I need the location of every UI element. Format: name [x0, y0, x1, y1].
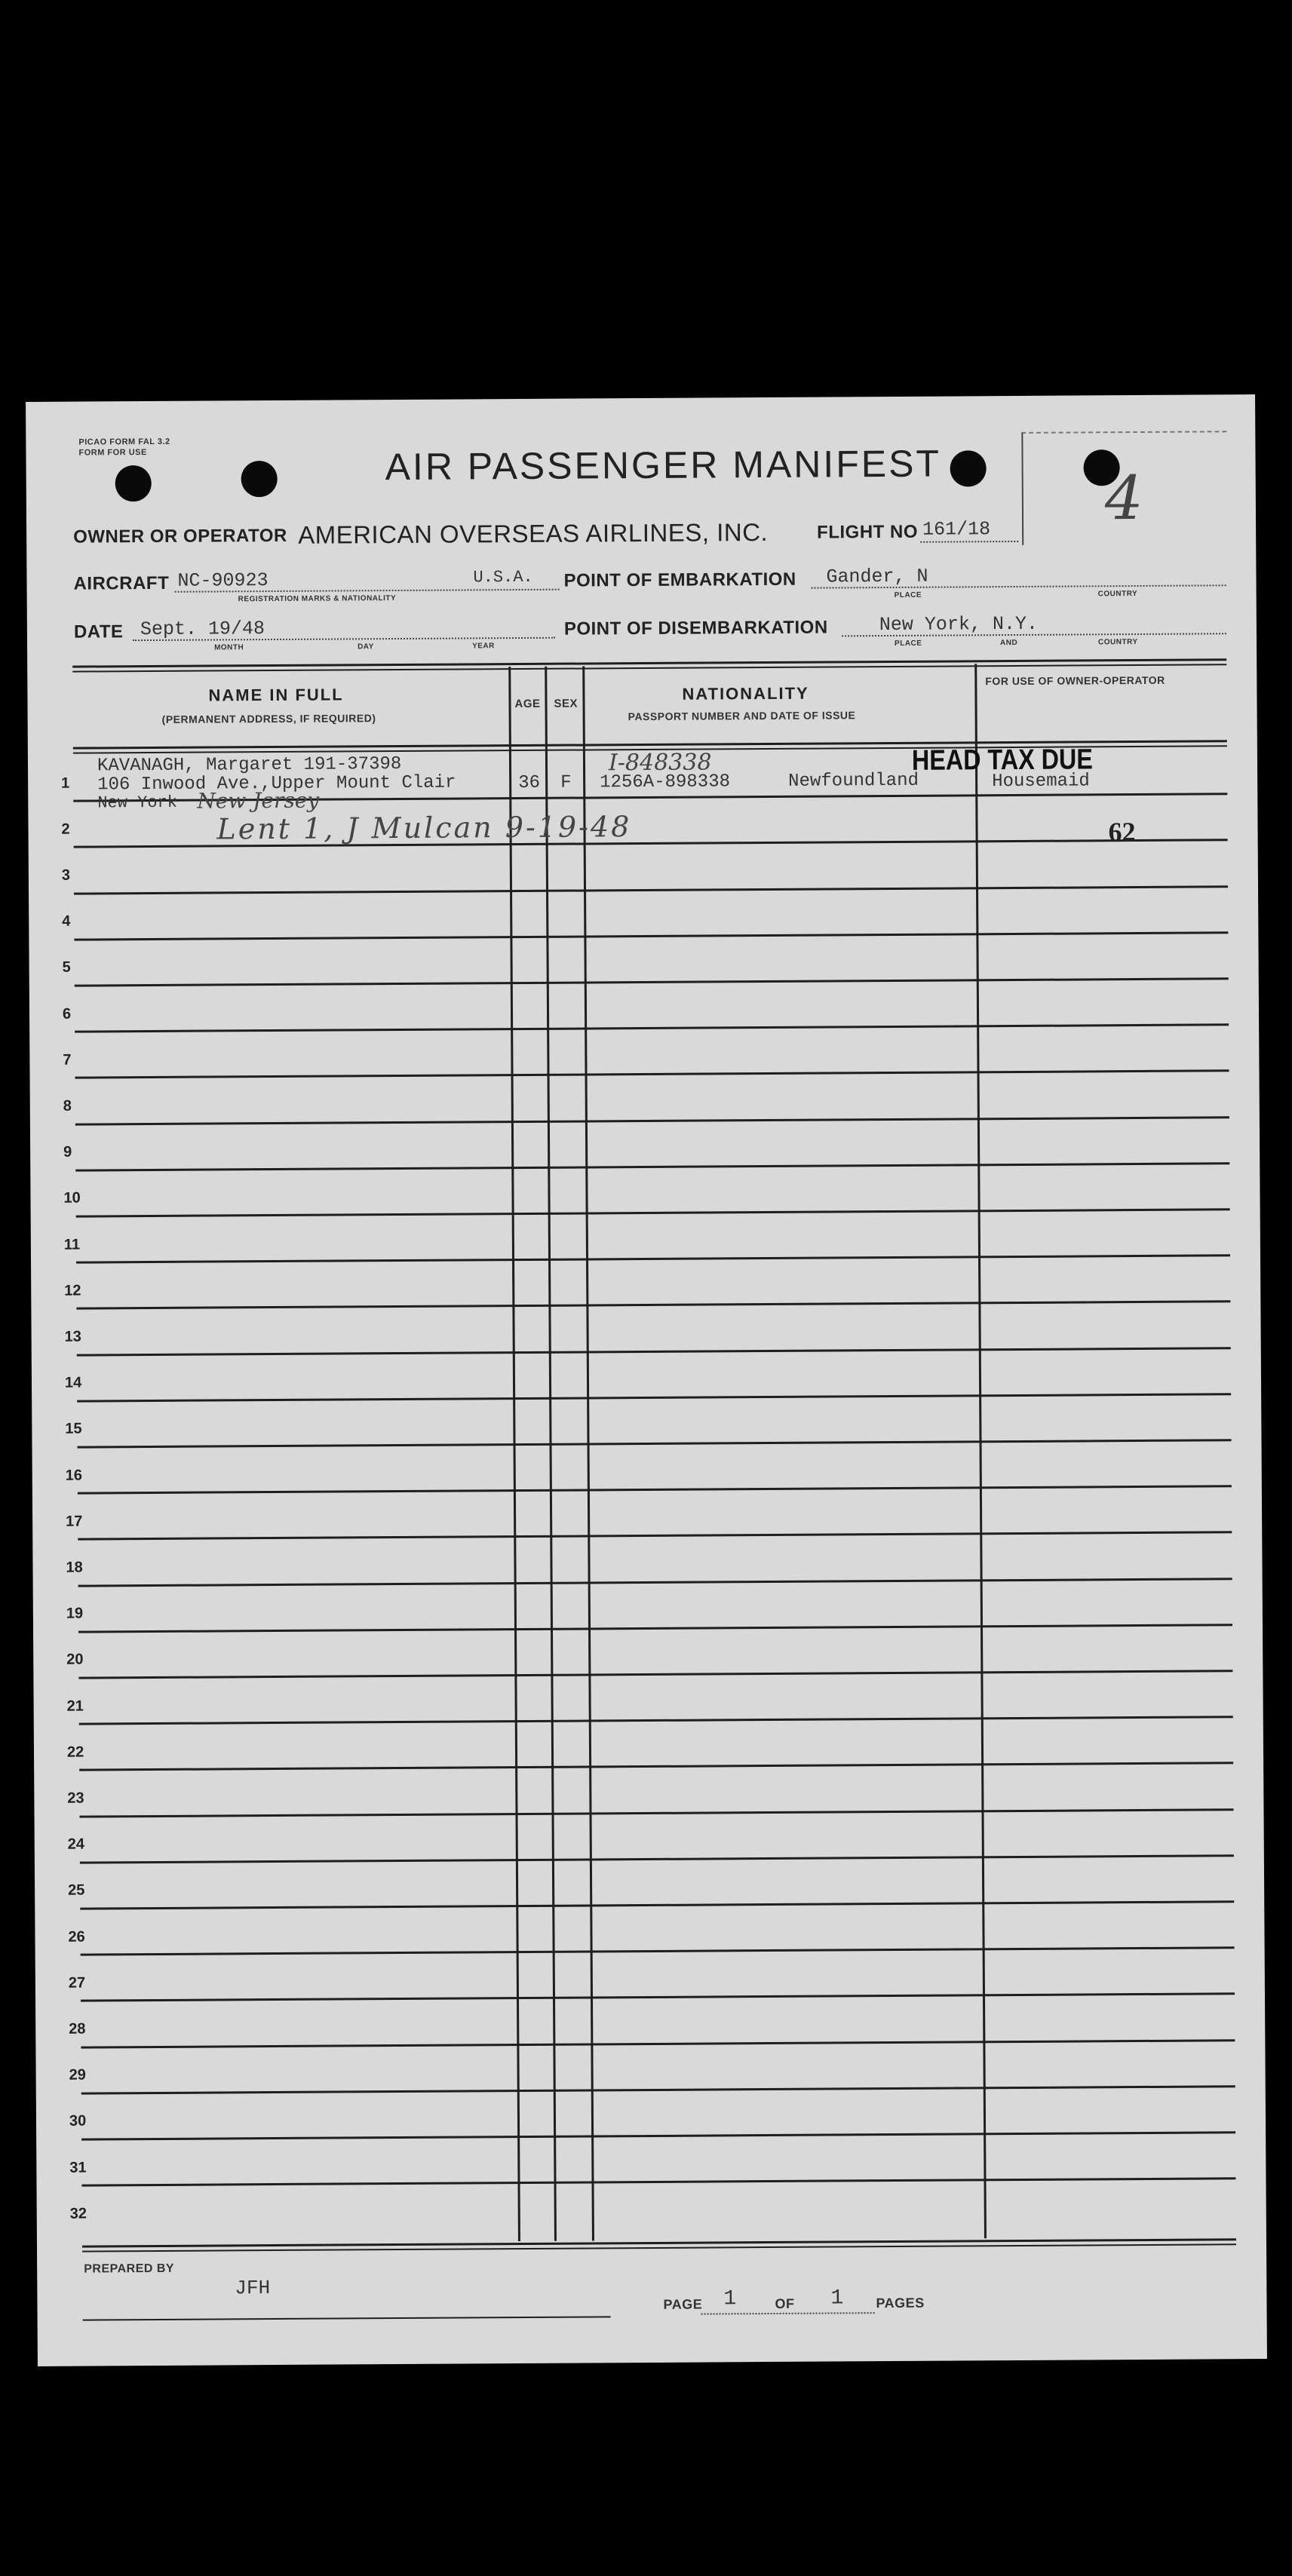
pages-value: 1: [830, 2286, 844, 2311]
row-line: [81, 2177, 1235, 2186]
header-age: AGE: [514, 697, 541, 711]
row-number: 13: [64, 1328, 81, 1345]
disembarkation-label: POINT OF DISEMBARKATION: [563, 617, 828, 639]
row-line: [81, 2085, 1235, 2094]
row-number: 30: [69, 2112, 87, 2130]
row-number: 1: [61, 774, 70, 792]
header-rule-top-1: [72, 658, 1226, 667]
row-line: [75, 1069, 1229, 1078]
row-line: [76, 1300, 1230, 1309]
row-line: [75, 1116, 1229, 1125]
page-title: AIR PASSENGER MANIFEST: [385, 442, 942, 489]
row-number: 12: [64, 1282, 81, 1299]
embarkation-value: Gander, N: [826, 565, 928, 588]
passenger-handwritten-number: I-848338: [608, 749, 712, 777]
row-number: 29: [69, 2066, 86, 2084]
row-number: 15: [65, 1420, 82, 1437]
column-line-age-left: [508, 667, 520, 2241]
country-caption-2: COUNTRY: [1097, 638, 1138, 647]
row-number: 9: [63, 1143, 72, 1161]
and-caption: AND: [1000, 638, 1018, 648]
passenger-age: 36: [518, 772, 541, 794]
manifest-sheet: [26, 394, 1267, 2366]
prepared-by-line: [83, 2316, 611, 2320]
row-number: 7: [63, 1051, 72, 1069]
month-caption: MONTH: [214, 643, 244, 652]
row-number: 5: [62, 958, 71, 976]
row-line: [77, 1393, 1231, 1402]
row-number: 24: [67, 1835, 85, 1853]
row-number: 2: [61, 820, 70, 838]
row-number: 11: [63, 1236, 81, 1253]
row-number: 32: [69, 2205, 87, 2222]
flight-line: [920, 541, 1018, 543]
punch-hole-1: [115, 465, 152, 501]
place-caption-2: PLACE: [895, 639, 922, 648]
place-caption-1: PLACE: [894, 590, 922, 600]
owner-value: AMERICAN OVERSEAS AIRLINES, INC.: [298, 517, 769, 549]
date-value: Sept. 19/48: [140, 618, 265, 641]
row-number: 14: [64, 1374, 82, 1391]
passenger-address: 106 Inwood Ave.,Upper Mount Clair: [97, 772, 456, 796]
row-line: [79, 1716, 1233, 1725]
header-nationality-sub: PASSPORT NUMBER AND DATE OF ISSUE: [628, 709, 856, 723]
date-label: DATE: [73, 621, 124, 642]
row-number: 25: [68, 1881, 85, 1899]
box-handwritten-number: 4: [1104, 462, 1144, 534]
row-number: 22: [66, 1743, 84, 1761]
passenger-passport: 1256A-898338: [600, 771, 731, 793]
header-owner-use: FOR USE OF OWNER-OPERATOR: [985, 673, 1165, 688]
row-line: [80, 1900, 1234, 1909]
row-line: [81, 1946, 1235, 1955]
passenger-city: New York: [97, 793, 178, 813]
passenger-sex: F: [560, 772, 572, 793]
row-line: [78, 1531, 1232, 1540]
row-line: [75, 1162, 1229, 1171]
row-number: 27: [68, 1974, 86, 1992]
row-line: [76, 1254, 1230, 1263]
day-caption: DAY: [358, 642, 374, 652]
passenger-handwritten-state: New Jersey: [197, 787, 320, 814]
row-number: 23: [67, 1789, 84, 1807]
passenger-occupation: Housemaid: [992, 771, 1090, 793]
footer-rule-1: [82, 2238, 1236, 2247]
row-number: 26: [68, 1928, 85, 1946]
form-id: PICAO FORM FAL 3.2: [78, 437, 170, 447]
country-caption-1: COUNTRY: [1097, 590, 1138, 599]
row-number: 4: [62, 912, 71, 930]
year-caption: YEAR: [472, 642, 495, 651]
flight-value: 161/18: [922, 518, 991, 541]
prepared-by-value: JFH: [235, 2277, 271, 2300]
row-line: [78, 1439, 1232, 1448]
row-line: [75, 1023, 1229, 1032]
punch-hole-3: [950, 450, 986, 486]
disembarkation-value: New York, N.Y.: [879, 612, 1039, 636]
header-name: NAME IN FULL: [208, 685, 344, 705]
prepared-by-label: PREPARED BY: [84, 2262, 175, 2276]
passenger-handwritten-note: Lent 1, J Mulcan 9-19-48: [216, 810, 632, 846]
column-line-nationality-right: [974, 664, 987, 2238]
page-line: [701, 2312, 875, 2314]
row-line: [78, 1578, 1232, 1587]
flight-label: FLIGHT NO: [817, 521, 919, 543]
row-lines: [26, 394, 1255, 402]
column-line-sex-right: [582, 666, 594, 2240]
row-line: [81, 2131, 1235, 2140]
passenger-amount: 62: [1108, 817, 1136, 848]
form-note: FORM FOR USE: [78, 448, 147, 458]
row-line: [80, 1854, 1234, 1863]
column-line-age-right: [545, 667, 557, 2241]
row-line: [74, 931, 1228, 940]
head-tax-stamp: HEAD TAX DUE: [911, 744, 1093, 777]
row-number: 18: [66, 1559, 83, 1576]
embarkation-label: POINT OF EMBARKATION: [563, 569, 796, 591]
passenger-nationality: Newfoundland: [788, 770, 919, 792]
passenger-name: KAVANAGH, Margaret 191-37398: [97, 753, 402, 777]
header-nationality: NATIONALITY: [682, 683, 809, 704]
page-label: PAGE: [663, 2296, 703, 2312]
row-line: [79, 1762, 1233, 1771]
row-number: 8: [63, 1097, 72, 1115]
row-line: [75, 977, 1229, 986]
header-name-sub: (PERMANENT ADDRESS, IF REQUIRED): [161, 712, 376, 725]
row-line: [74, 885, 1228, 894]
registration-caption: REGISTRATION MARKS & NATIONALITY: [238, 594, 397, 604]
row-number: 20: [66, 1651, 84, 1668]
row-line: [81, 2039, 1235, 2048]
row-number: 10: [63, 1189, 81, 1207]
row-line: [77, 1347, 1231, 1356]
aircraft-value: NC-90923: [177, 569, 269, 592]
row-number: 21: [66, 1697, 84, 1715]
header-sex: SEX: [554, 697, 578, 710]
page-value: 1: [723, 2287, 737, 2311]
row-number: 3: [61, 866, 71, 884]
row-line: [78, 1624, 1232, 1633]
row-number: 19: [66, 1605, 84, 1622]
aircraft-country: U.S.A.: [473, 567, 533, 587]
row-line: [78, 1670, 1232, 1679]
row-line: [78, 1485, 1232, 1494]
row-line: [76, 1208, 1230, 1217]
owner-label: OWNER OR OPERATOR: [73, 525, 287, 547]
row-number: 28: [69, 2020, 86, 2038]
row-number: 17: [66, 1513, 83, 1530]
row-line: [81, 1992, 1235, 2001]
pages-label: PAGES: [876, 2295, 925, 2311]
aircraft-label: AIRCRAFT: [73, 572, 170, 594]
punch-hole-2: [241, 461, 278, 497]
row-number: 31: [69, 2159, 87, 2176]
row-number: 16: [65, 1467, 83, 1484]
of-label: OF: [775, 2295, 795, 2311]
row-number: 6: [62, 1005, 72, 1023]
row-line: [80, 1808, 1234, 1817]
